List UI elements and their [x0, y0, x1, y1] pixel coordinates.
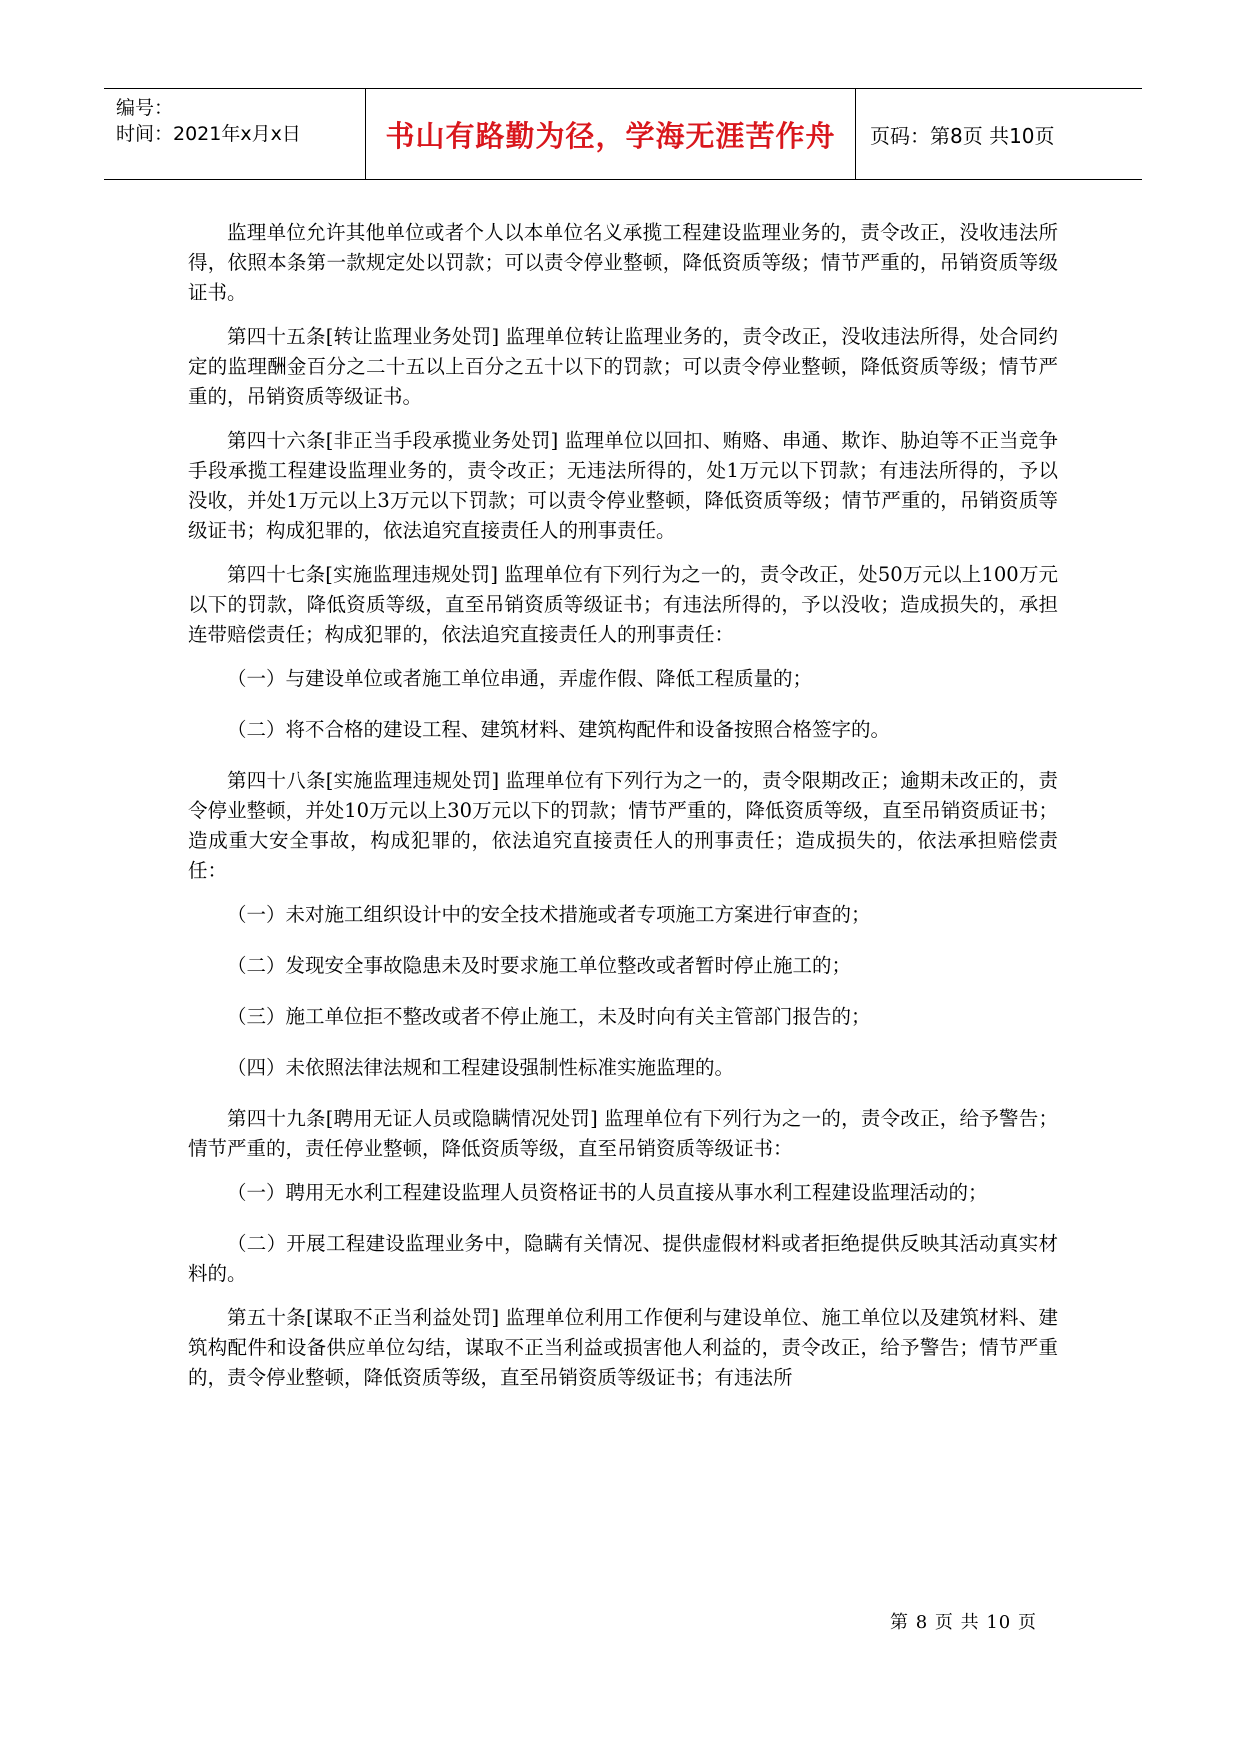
header-page-indicator: 页码：第8页 共10页 — [870, 123, 1055, 148]
list-item: （二）将不合格的建设工程、建筑材料、建筑构配件和设备按照合格签字的。 — [227, 718, 891, 741]
list-item: （一）与建设单位或者施工单位串通，弄虚作假、降低工程质量的； — [227, 667, 813, 690]
list-item: （三）施工单位拒不整改或者不停止施工，未及时向有关主管部门报告的； — [227, 1005, 871, 1028]
body-paragraph: （二）开展工程建设监理业务中，隐瞒有关情况、提供虚假材料或者拒绝提供反映其活动真实材料的。 — [188, 1232, 1058, 1285]
body-paragraph: 第四十八条[实施监理违规处罚] 监理单位有下列行为之一的，责令限期改正；逾期未改正的，责令停业整顿，并处10万元以上30万元以下的罚款；情节严重的，降低资质等级，直至吊销资质证书；造成重大安全事故，构成犯罪的，依法追究直接责任人的刑事责任；造成损失的，依法承担赔偿责任： — [188, 769, 1058, 882]
list-item: （二）发现安全事故隐患未及时要求施工单位整改或者暂时停止施工的； — [227, 954, 852, 977]
body-paragraph: 第五十条[谋取不正当利益处罚] 监理单位利用工作便利与建设单位、施工单位以及建筑材料、建筑构配件和设备供应单位勾结，谋取不正当利益或损害他人利益的，责令改正，给予警告；情节严重的，责令停业整顿，降低资质等级，直至吊销资质等级证书；有违法所 — [188, 1306, 1058, 1389]
document-date: 时间：2021年x月x日 — [116, 123, 301, 145]
page-header — [104, 88, 1142, 180]
list-item: （四）未依照法律法规和工程建设强制性标准实施监理的。 — [227, 1056, 735, 1079]
body-paragraph: 第四十九条[聘用无证人员或隐瞒情况处罚] 监理单位有下列行为之一的，责令改正，给予警告；情节严重的，责任停业整顿，降低资质等级，直至吊销资质等级证书： — [188, 1107, 1058, 1160]
body-paragraph: 监理单位允许其他单位或者个人以本单位名义承揽工程建设监理业务的，责令改正，没收违法所得，依照本条第一款规定处以罚款；可以责令停业整顿，降低资质等级；情节严重的，吊销资质等级证书。 — [188, 221, 1058, 304]
list-item: （一）聘用无水利工程建设监理人员资格证书的人员直接从事水利工程建设监理活动的； — [227, 1181, 988, 1204]
header-motto: 书山有路勤为径，学海无涯苦作舟 — [385, 118, 836, 153]
document-body — [188, 218, 1058, 1407]
header-page-cell — [856, 89, 1142, 179]
body-paragraph: 第四十七条[实施监理违规处罚] 监理单位有下列行为之一的，责令改正，处50万元以上100万元以下的罚款，降低资质等级，直至吊销资质等级证书；有违法所得的，予以没收；造成损失的，承担连带赔偿责任；构成犯罪的，依法追究直接责任人的刑事责任： — [188, 563, 1058, 646]
page-footer: 第 8 页 共 10 页 — [890, 1612, 1037, 1633]
document-number-label: 编号： — [116, 97, 174, 119]
header-info-cell — [104, 89, 366, 179]
list-item: （一）未对施工组织设计中的安全技术措施或者专项施工方案进行审查的； — [227, 903, 871, 926]
header-motto-cell — [366, 89, 856, 179]
body-paragraph: 第四十六条[非正当手段承揽业务处罚] 监理单位以回扣、贿赂、串通、欺诈、胁迫等不正当竞争手段承揽工程建设监理业务的，责令改正；无违法所得的，处1万元以下罚款；有违法所得的，予以没收，并处1万元以上3万元以下罚款；可以责令停业整顿，降低资质等级；情节严重的，吊销资质等级证书；构成犯罪的，依法追究直接责任人的刑事责任。 — [188, 429, 1058, 542]
body-paragraph: 第四十五条[转让监理业务处罚] 监理单位转让监理业务的，责令改正，没收违法所得，处合同约定的监理酬金百分之二十五以上百分之五十以下的罚款；可以责令停业整顿，降低资质等级；情节严重的，吊销资质等级证书。 — [188, 325, 1058, 408]
